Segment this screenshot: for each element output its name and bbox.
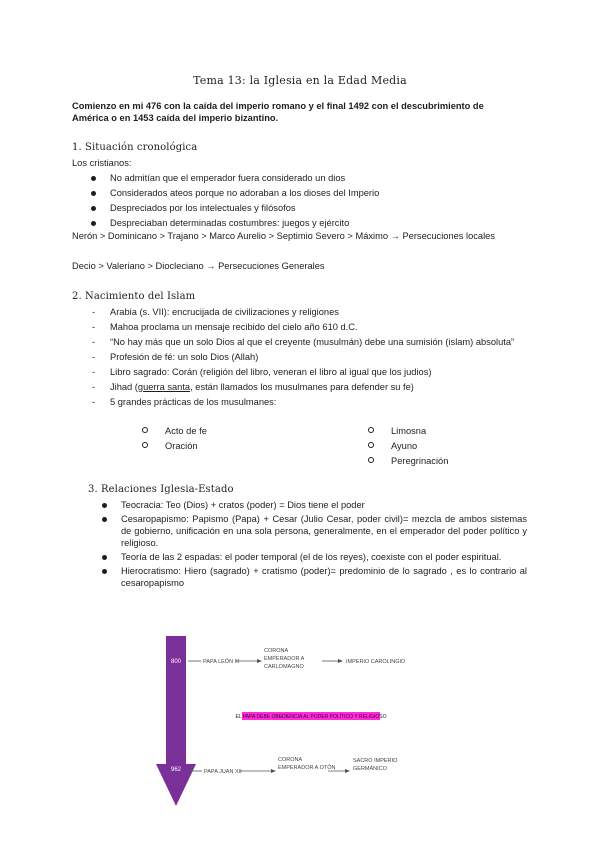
practices-column-2 [391,425,541,470]
top-row-label: PAPA LEÓN III [203,659,240,665]
section2-heading: 2. Nacimiento del Islam [72,291,196,302]
timeline-arrow-shaft [166,636,186,764]
jihad-prefix: Jihad ( [110,382,138,392]
list-item: - “No hay más que un solo Dios al que el creyente (musulmán) debe una sumisión (islam) absoluta” [110,336,528,351]
year-bottom: 962 [170,767,182,773]
top-arrowhead-2 [338,659,343,663]
list-item: - Arabia (s. VII): encrucijada de civilizaciones y religiones [110,306,528,321]
section1-heading: 1. Situación cronológica [72,142,198,153]
section1-bullet-list [110,172,530,232]
page-title: Tema 13: la Iglesia en la Edad Media [193,74,407,87]
list-item: - Mahoa proclama un mensaje recibido del cielo año 610 d.C. [110,321,528,336]
bottom-row-middle: CORONA EMPERADOR A OTÓN [278,757,336,771]
list-item: Teoría de las 2 espadas: el poder temporal (el de los reyes), coexiste con el poder espiritual. [121,551,527,563]
list-item: Cesaropapismo: Papismo (Papa) + Cesar (Julio Cesar, poder civil)= mezcla de ambos sistemas de gobierno, unificación en una sola persona, generalmente, en el emperador del poder político y religioso. [121,514,527,549]
year-top: 800 [170,659,182,665]
list-item: - 5 grandes prácticas de los musulmanes: [110,396,528,411]
top-arrowhead-1 [257,659,262,663]
section2-dash-list [110,306,528,411]
practice-item: Acto de fe [165,425,315,440]
practice-item: Peregrinación [391,455,541,470]
bottom-row-label: PAPA JUAN XII [204,769,242,775]
list-item: - Profesión de fé: un solo Dios (Allah) [110,351,528,366]
top-row-right: IMPERIO CAROLINGIO [346,659,406,665]
bottom-arrowhead-1 [271,769,276,773]
practice-item: Ayuno [391,440,541,455]
bottom-middle-box [278,757,338,791]
practice-item: Limosna [391,425,541,440]
list-item: Despreciados por los intelectuales y filósofos [110,202,530,217]
bottom-right-box [353,758,413,784]
list-item: Despreciaban determinadas costumbres: juegos y ejército [110,217,530,232]
timeline-diagram [0,630,600,810]
bottom-arrowhead-2 [345,769,350,773]
list-item: Hierocratismo: Hiero (sagrado) + cratismo (poder)= predominio de lo sagrado , es lo contrario al cesaropapismo [121,566,527,589]
list-item: Teocracia: Teo (Dios) + cratos (poder) = Dios tiene el poder [121,499,527,511]
bottom-row-right: SACRO IMPERIO GERMÁNICO [353,758,398,772]
highlight-text: EL PAPA DEBE OBEDIENCIA AL PODER POLÍTICO Y RELIGIOSO [235,714,387,720]
jihad-suffix: , están llamados los musulmanes para defender su fe) [190,382,414,392]
section3-heading: 3. Relaciones Iglesia-Estado [88,484,234,495]
practice-item: Oración [165,440,315,455]
list-item: - Libro sagrado: Corán (religión del libro, veneran el libro al igual que los judios) [110,366,528,381]
intro-paragraph: Comienzo en mi 476 con la caída del imperio romano y el final 1492 con el descubrimiento de América o en 1453 caída del imperio bizantino. [72,101,484,124]
top-middle-box [264,648,324,682]
list-item [110,381,528,396]
top-row-middle: CORONA EMPERADOR A CARLOMAGNO [264,648,305,670]
emperors-general-line: Decio > Valeriano > Diocleciano → Persecuciones Generales [72,261,325,271]
section1-lead: Los cristianos: [72,158,132,168]
list-item: Considerados ateos porque no adoraban a los dioses del Imperio [110,187,530,202]
practices-column-1 [165,425,315,455]
list-item: No admitían que el emperador fuera considerado un dios [110,172,530,187]
emperors-local-line: Nerón > Dominicano > Trajano > Marco Aurelio > Septimio Severo > Máximo → Persecuciones locales [72,231,495,241]
jihad-underlined: guerra santa [137,382,191,392]
section3-bullet-list [121,499,527,592]
